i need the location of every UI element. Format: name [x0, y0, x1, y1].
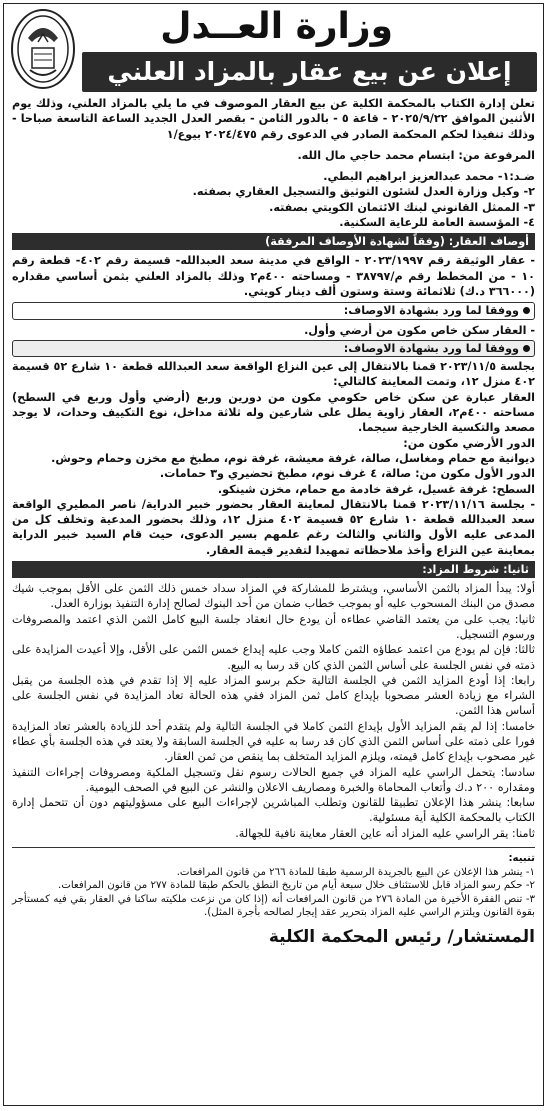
inspection-paragraph: - بجلسة ٢٠٢٣/١١/١٦ قمنا بالانتقال لمعاينة العقار بحضور خبير الدراية/ ناصر المطيري الواقعة سعد العبدالله قطعة ١٠ شارع ٥٢ قسيمة ٤٠٢ منزل ١٢، وذلك بحضور المدعية وتخلف كل من المدعى عليه الأول والثاني والثالث رغم علمهم بسير الدعوى، حيث قام السيد خبير الدراية بمعاينة عين النزاع وأخذ ملاحظاته تمهيدا لتقدير قيمة العقار.	[12, 497, 536, 557]
term-item: سابعا: ينشر هذا الإعلان تطبيقا للقانون وتطلب المباشرين لإجراءات البيع على مسؤوليتهم دون أن تتحمل إدارة الكتاب بالمحكمة الكلية أية مسئولية.	[12, 796, 535, 825]
certificate-box-label: ووفقا لما ورد بشهادة الاوصاف:	[343, 304, 519, 318]
property-description: - عقار الوثيقة رقم ٢٠٢٣/١٩٩٧ - الواقع في مدينة سعد العبدالله- قسيمة رقم ٤٠٢- قطعة رقم ١٠ - من المخطط رقم م/٣٨٧٩٧ - ومساحته ٤٠٠م٢ وذلك بالمزاد العلني بثمن أساسي مقداره (٣٦٦٠٠٠ د.ك) ثلاثمائة وستة وستون ألف دينار كويتي.	[12, 254, 535, 298]
ministry-name: وزارة العــدل	[160, 6, 393, 47]
term-item: ثالثا: فإن لم يودع من اعتمد عطاؤه الثمن كاملا وجب عليه إيداع خمس الثمن على الأقل، وإلا أعيدت المزايدة على ذمته في نفس الجلسة على أساس الثمن الذي كان قد رسا به البيع.	[12, 643, 535, 672]
term-item: أولا: يبدأ المزاد بالثمن الأساسي، ويشترط للمشاركة في المزاد سداد خمس ذلك الثمن على الأقل بموجب شيك مصدق من البنك المسحوب عليه أو بموجب خطاب ضمان من أحد البنوك لصالح إدارة التنفيذ بوزارة العدل.	[12, 582, 535, 611]
certificate-box	[12, 340, 535, 357]
inspection-paragraph: العقار عبارة عن سكن خاص حكومي مكون من دورين وربع (أرضي وأول وربع في السطح) مساحته ٤٠٠م٢، العقار زاوية يطل على شارعين وله ثلاثة مداخل، نوع التكييف وحدات، لا يوجد مصعد والتكسية الخارجية سيجما.	[12, 390, 535, 435]
inspection-paragraph: السطح: غرفة غسيل، غرفة خادمة مع حمام، مخزن شينكو.	[217, 482, 535, 496]
announcement-title: إعلان عن بيع عقار بالمزاد العلني	[82, 52, 537, 92]
header	[4, 4, 543, 96]
bullet-icon	[523, 307, 530, 314]
intro-paragraph: تعلن إدارة الكتاب بالمحكمة الكلية عن بيع العقار الموصوف في ما يلي بالمزاد العلني، وذلك يوم الأثنين الموافق ٢٠٢٥/٩/٢٢ - قاعة ٥ - بالدور الثامن - بقصر العدل الجديد الساعة التاسعة صباحا - وذلك تنفيذا لحكم المحكمة الصادر في الدعوى رقم ٢٠٢٤/٤٧٥ بيوع/١	[12, 97, 536, 141]
defendant-line: ٤- المؤسسة العامة للرعاية السكنية.	[339, 216, 535, 230]
announcement-body	[4, 96, 543, 945]
inspection-paragraph: ديوانية مع حمام ومغاسل، صالة، غرفة معيشة، غرفة نوم، مطبخ مع مخزن وحمام وحوش.	[51, 451, 535, 465]
note-item: ٢- حكم رسو المزاد قابل للاستئناف خلال سبعة أيام من تاريخ النطق بالحكم طبقا للمادة ٢٧٧ من قانون المرافعات.	[57, 880, 535, 892]
defendant-line: ٢- وكيل وزارة العدل لشئون التوثيق والتسجيل العقاري بصفته.	[192, 185, 535, 199]
defendant-line: ٣- الممثل القانوني لبنك الائتمان الكويتي بصفته.	[269, 200, 535, 214]
term-item: رابعا: إذا أودع المزايد الثمن في الجلسة التالية حكم برسو المزاد عليه إلا إذا تقدم في هذه الجلسة من يقبل الشراء مع زيادة العشر مصحوبا بإيداع كامل ثمن المزاد ففي هذه الحالة تعاد المزايدة في نفس الجلسة على أساس هذا الثمن.	[12, 673, 535, 718]
inspection-paragraph: الدور الأول مكون من: صالة، ٤ غرف نوم، مطبخ تحضيري و٣ حمامات.	[159, 467, 535, 481]
inspection-paragraph: بجلسة ٢٠٢٣/١١/٥ قمنا بالانتقال إلى عين النزاع الواقعة سعد العبدالله قطعة ١٠ شارع ٥٢ قسيمة ٤٠٢ منزل ١٢، وتمت المعاينة كالتالي:	[12, 360, 535, 389]
notes-section	[12, 852, 535, 920]
terms-section-heading: ثانيا: شروط المزاد:	[12, 561, 535, 578]
notes-title: تنبيه:	[508, 853, 535, 865]
certificate-text: - العقار سكن خاص مكون من أرضي وأول.	[304, 323, 535, 337]
kuwait-emblem-logo	[10, 8, 76, 90]
property-section-heading: أوصاف العقار: (وفقاً لشهادة الأوصاف المرفقة)	[12, 233, 535, 250]
notes-divider	[12, 847, 535, 848]
term-item: سادسا: يتحمل الراسي عليه المزاد في جميع الحالات رسوم نقل وتسجيل الملكية ومصروفات إجراءات التنفيذ ومقداره ٢٠٠ د.ك وأتعاب المحاماة والخبرة ومصاريف الاعلان والنشر عن البيع في الصحف اليومية.	[12, 765, 535, 794]
certificate-box-label: ووفقا لما ورد بشهادة الاوصاف:	[343, 341, 519, 355]
plaintiff-line: المرفوعة من: ابتسام محمد حاجي مال الله.	[297, 148, 535, 162]
term-item: ثامنا: يقر الراسي عليه المزاد أنه عاين العقار معاينة نافية للجهالة.	[235, 826, 535, 840]
bullet-icon	[523, 345, 530, 352]
certificate-box	[12, 302, 535, 319]
note-item: ٣- تنص الفقرة الأخيرة من المادة ٢٧٦ من قانون المرافعات أنه (إذا كان من نزعت ملكيته ساكنا في العقار بقي فيه كمستأجر بقوة القانون ويلتزم الراسي عليه المزاد بتحرير عقد إيجار لصالحه بأجرة المثل).	[12, 893, 535, 919]
note-item: ١- ينشر هذا الإعلان عن البيع بالجريدة الرسمية طبقا للمادة ٢٦٦ من قانون المرافعات.	[176, 866, 535, 878]
defendant-line: ضـد:١- محمد عبدالعزيز ابراهيم البطي.	[323, 170, 535, 184]
inspection-paragraph: الدور الأرضي مكون من:	[403, 436, 535, 450]
term-item: ثانيا: يجب على من يعتمد القاضي عطاءه أن يودع حال انعقاد جلسة البيع كامل الثمن الذي اعتمد والمصروفات ورسوم التسجيل.	[12, 612, 535, 641]
announcement-frame	[3, 3, 544, 1106]
signature: المستشار/ رئيس المحكمة الكلية	[268, 926, 535, 947]
term-item: خامسا: إذا لم يقم المزايد الأول بإيداع الثمن كاملا في الجلسة التالية ولم يتقدم أحد للزيادة بالعشر تعاد المزايدة فورا على ذمته على أساس الثمن الذي كان قد رسا به عليه في الجلسة السابقة ولا يعتد في هذه الجلسة بأي عطاء غير مصحوب بإيداع كامل قيمته، ويلزم المزايد المتخلف بما ينقص من ثمن العقار.	[12, 719, 535, 764]
